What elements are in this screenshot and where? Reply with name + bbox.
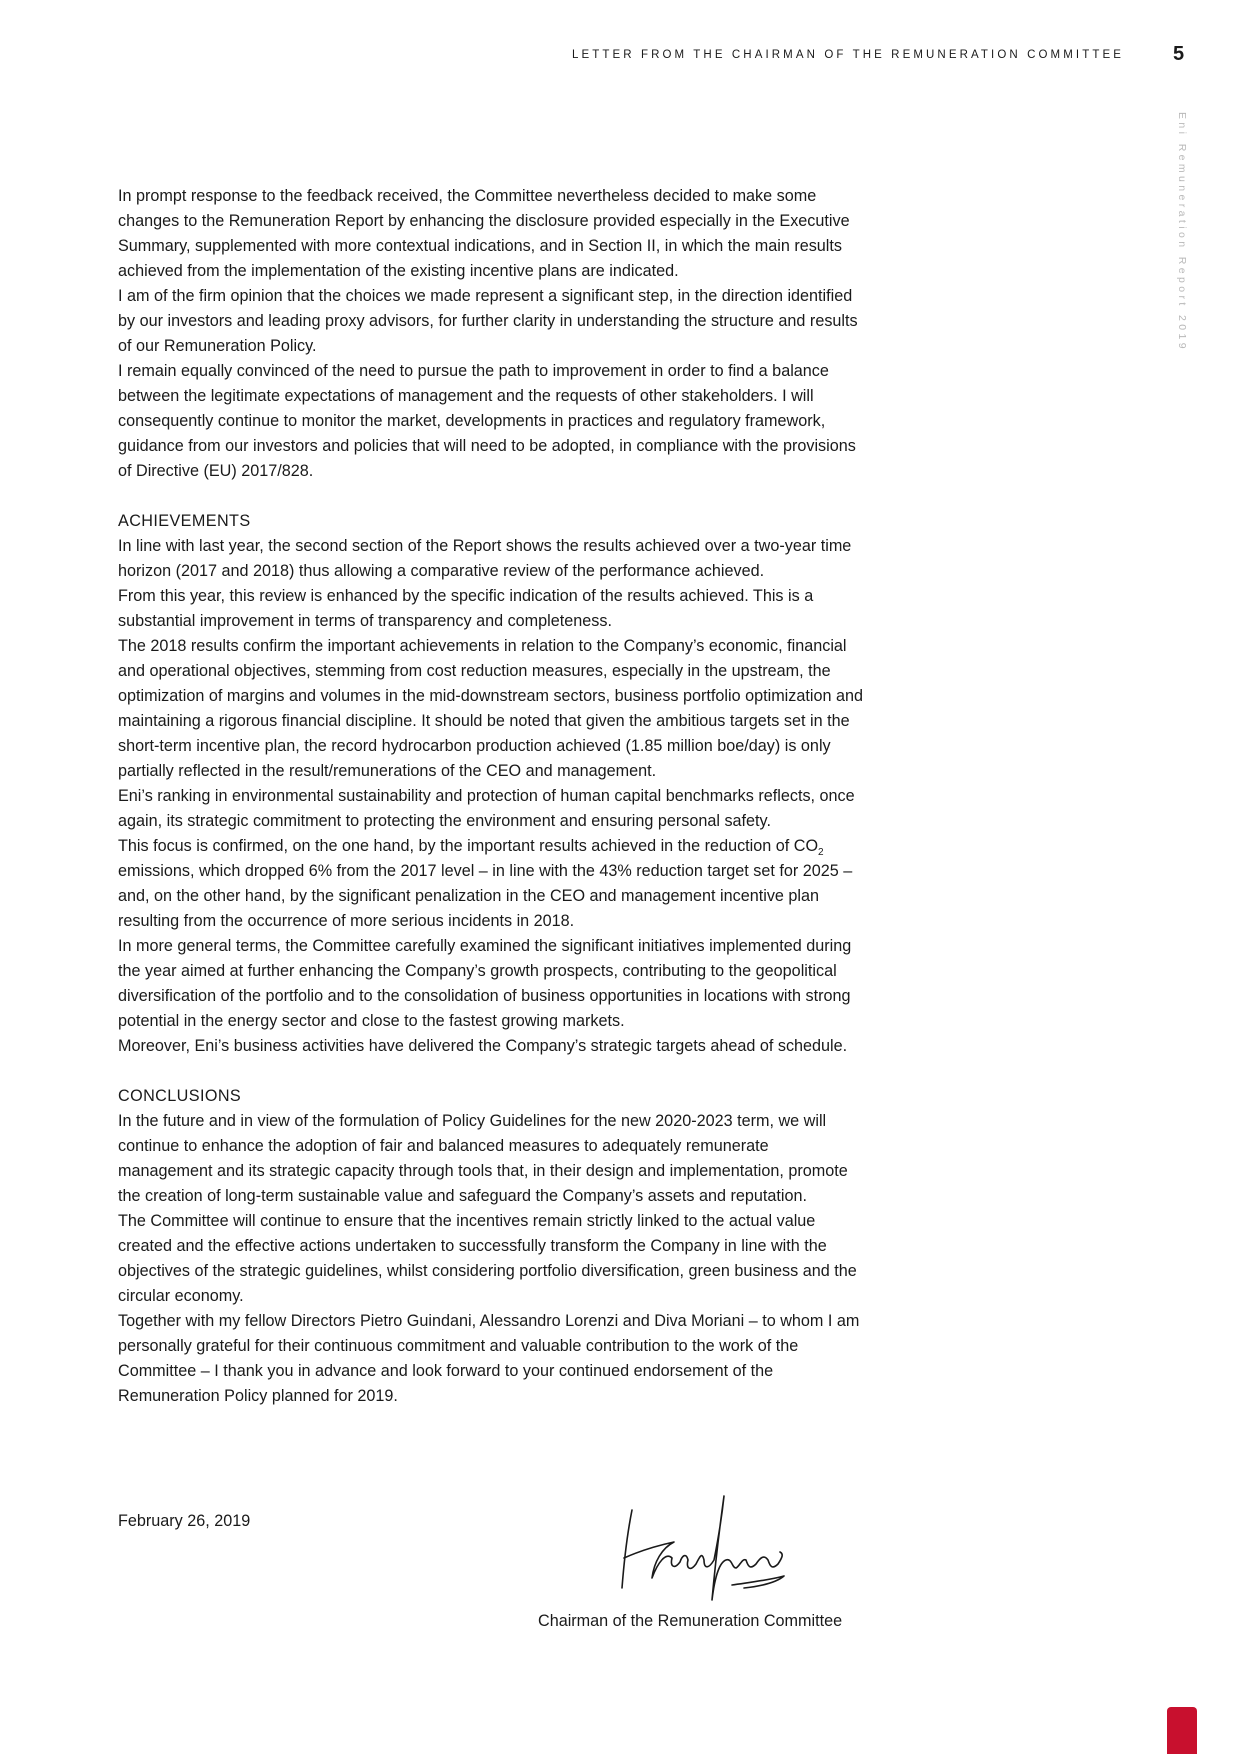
achievements-paragraph-6: In more general terms, the Committee carefully examined the significant initiatives implemented during the year aimed at further enhancing the Company’s growth prospects, contributing to the geopolitical diversification of the portfolio and to the consolidation of business opportunities in locations with strong potential in the energy sector and close to the fastest growing markets.: [118, 937, 852, 1030]
side-running-title: Eni Remuneration Report 2019: [1176, 112, 1188, 352]
achievements-paragraph-2: From this year, this review is enhanced by the specific indication of the results achieved. This is a substantial improvement in terms of transparency and completeness.: [118, 587, 814, 630]
intro-paragraph-1: In prompt response to the feedback received, the Committee nevertheless decided to make some changes to the Remuneration Report by enhancing the disclosure provided especially in the Executive Summary, supplemented with more contextual indications, and in Section II, in which the main results achieved from the implementation of the existing incentive plans are indicated.: [118, 187, 850, 280]
signatory-title: Chairman of the Remuneration Committee: [538, 1612, 843, 1630]
achievements-paragraph-1: In line with last year, the second section of the Report shows the results achieved over a two-year time horizon (2017 and 2018) thus allowing a comparative review of the performance achieved.: [118, 537, 852, 580]
conclusions-paragraph-3: Together with my fellow Directors Pietro Guindani, Alessandro Lorenzi and Diva Moriani – to whom I am personally grateful for their continuous commitment and valuable contribution to the work of the Committee – I thank you in advance and look forward to your continued endorsement of the Remuneration Policy planned for 2019.: [118, 1312, 860, 1405]
handwritten-signature: [612, 1490, 792, 1605]
conclusions-heading: CONCLUSIONS: [118, 1087, 242, 1105]
letter-date: February 26, 2019: [118, 1512, 251, 1530]
achievements-co2-paragraph: [118, 834, 863, 934]
page-edge-tab: [1167, 1707, 1197, 1754]
achievements-paragraph-4: Eni’s ranking in environmental sustainability and protection of human capital benchmarks reflects, once again, its strategic commitment to protecting the environment and ensuring personal safety.: [118, 787, 855, 830]
running-header: LETTER FROM THE CHAIRMAN OF THE REMUNERATION COMMITTEE: [571, 49, 1124, 61]
conclusions-paragraph-2: The Committee will continue to ensure that the incentives remain strictly linked to the actual value created and the effective actions undertaken to successfully transform the Company in line with the objectives of the strategic guidelines, whilst considering portfolio diversification, green business and the circular economy.: [118, 1212, 857, 1305]
co2-text-after: emissions, which dropped 6% from the 2017 level – in line with the 43% reduction target set for 2025 – and, on the other hand, by the significant penalization in the CEO and management incentive plan resulting from the occurrence of more serious incidents in 2018.: [118, 862, 853, 930]
page-number: 5: [1173, 43, 1185, 65]
co2-subscript: 2: [818, 847, 824, 858]
achievements-paragraph-7: Moreover, Eni’s business activities have delivered the Company’s strategic targets ahead of schedule.: [118, 1037, 848, 1055]
intro-paragraph-3: I remain equally convinced of the need to pursue the path to improvement in order to find a balance between the legitimate expectations of management and the requests of other stakeholders. I will consequently continue to monitor the market, developments in practices and regulatory framework, guidance from our investors and policies that will need to be adopted, in compliance with the provisions of Directive (EU) 2017/828.: [118, 362, 856, 480]
achievements-heading: ACHIEVEMENTS: [118, 512, 251, 530]
co2-text-before: This focus is confirmed, on the one hand, by the important results achieved in the reduction of CO: [118, 837, 819, 855]
conclusions-paragraph-1: In the future and in view of the formulation of Policy Guidelines for the new 2020-2023 term, we will continue to enhance the adoption of fair and balanced measures to adequately remunerate management and its strategic capacity through tools that, in their design and implementation, promote the creation of long-term sustainable value and safeguard the Company’s assets and reputation.: [118, 1112, 848, 1205]
letter-body: [118, 184, 863, 1409]
intro-paragraph-2: I am of the firm opinion that the choices we made represent a significant step, in the direction identified by our investors and leading proxy advisors, for further clarity in understanding the structure and results of our Remuneration Policy.: [118, 287, 858, 355]
achievements-paragraph-3: The 2018 results confirm the important achievements in relation to the Company’s economic, financial and operational objectives, stemming from cost reduction measures, especially in the upstream, the optimization of margins and volumes in the mid-downstream sectors, business portfolio optimization and maintaining a rigorous financial discipline. It should be noted that given the ambitious targets set in the short-term incentive plan, the record hydrocarbon production achieved (1.85 million boe/day) is only partially reflected in the result/remunerations of the CEO and management.: [118, 637, 863, 780]
